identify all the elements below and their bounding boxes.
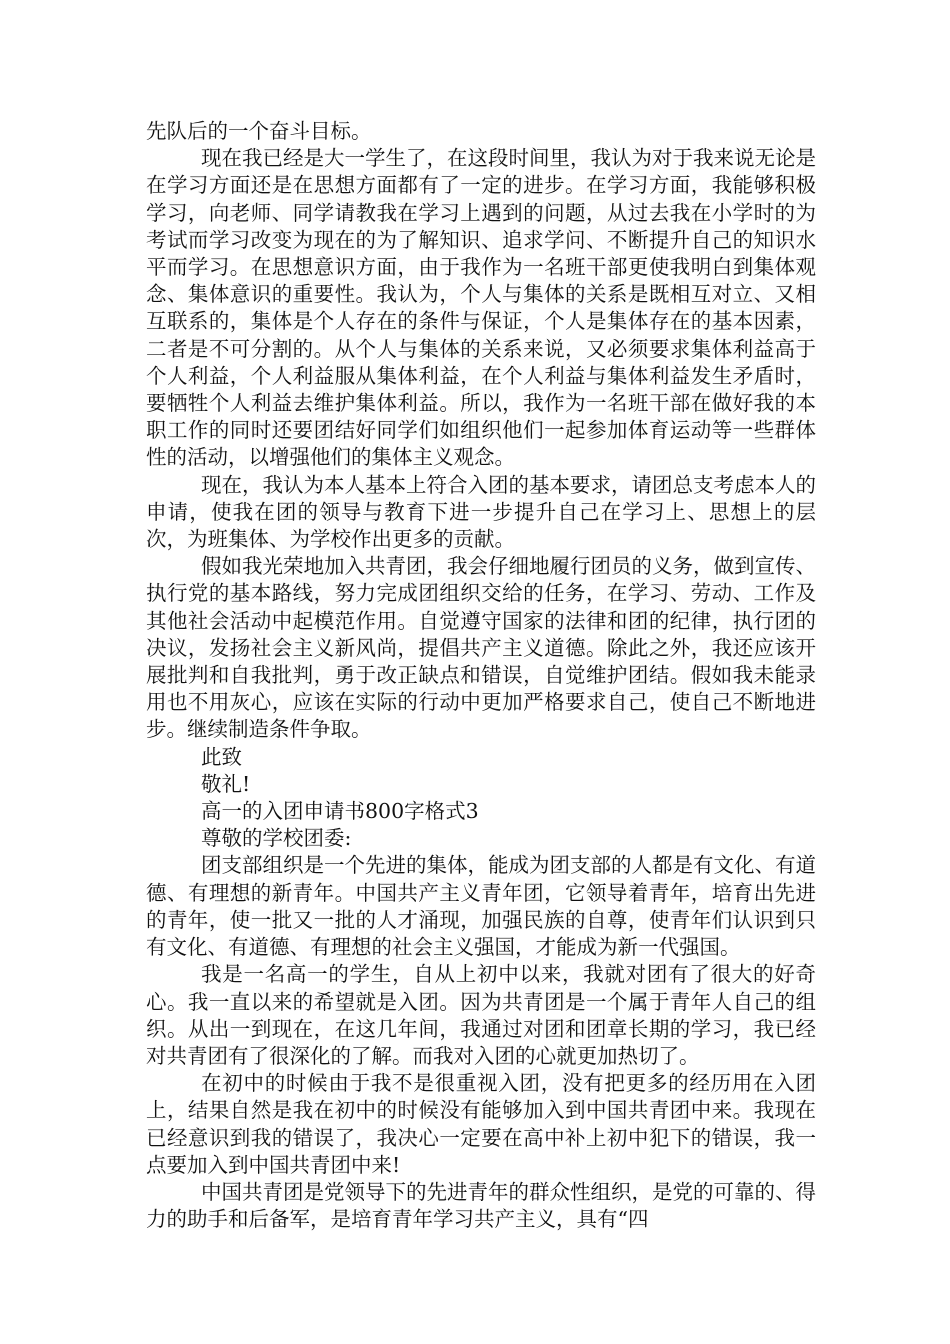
paragraph-league-description: 中国共青团是党领导下的先进青年的群众性组织，是党的可靠的、得力的助手和后备军，是培育青年学习共产主义，具有“四	[146, 1179, 816, 1232]
letter-greeting: 尊敬的学校团委:	[201, 826, 352, 851]
section-heading: 高一的入团申请书800字格式3	[201, 799, 479, 824]
paragraph-progress: 现在我已经是大一学生了，在这段时间里，我认为对于我来说无论是在学习方面还是在思想方面都有了一定的进步。在学习方面，我能够积极学习，向老师、同学请教我在学习上遇到的问题，从过去我在小学时的为考试而学习改变为现在的为了解知识、追求学问、不断提升自己的知识水平而学习。在思想意识方面，由于我作为一名班干部更使我明白到集体观念、集体意识的重要性。我认为，个人与集体的关系是既相互对立、又相互联系的，集体是个人存在的条件与保证，个人是集体存在的基本因素，二者是不可分割的。从个人与集体的关系来说，又必须要求集体利益高于个人利益，个人利益服从集体利益，在个人利益与集体利益发生矛盾时，要牺牲个人利益去维护集体利益。所以，我作为一名班干部在做好我的本职工作的同时还要团结好同学们如组织他们一起参加体育运动等一些群体性的活动，以增强他们的集体主义观念。	[146, 146, 816, 470]
document-page	[146, 118, 816, 1233]
closing-regards: 敬礼!	[201, 771, 251, 796]
closing-salutation: 此致	[201, 744, 242, 769]
paragraph-request: 现在，我认为本人基本上符合入团的基本要求，请团总支考虑本人的申请，使我在团的领导与教育下进一步提升自己在学习上、思想上的层次，为班集体、为学校作出更多的贡献。	[146, 472, 816, 552]
paragraph-regret: 在初中的时候由于我不是很重视入团，没有把更多的经历用在入团上，结果自然是我在初中的时候没有能够加入到中国共青团中来。我现在已经意识到我的错误了，我决心一定要在高中补上初中犯下的错误，我一点要加入到中国共青团中来!	[146, 1071, 816, 1177]
paragraph-intro: 团支部组织是一个先进的集体，能成为团支部的人都是有文化、有道德、有理想的新青年。中国共产主义青年团，它领导着青年，培育出先进的青年，使一批又一批的人才涌现，加强民族的自尊，使青年们认识到只有文化、有道德、有理想的社会主义强国，才能成为新一代强国。	[146, 853, 816, 960]
paragraph-continuation: 先队后的一个奋斗目标。	[146, 119, 372, 143]
paragraph-motivation: 我是一名高一的学生，自从上初中以来，我就对团有了很大的好奇心。我一直以来的希望就是入团。因为共青团是一个属于青年人自己的组织。从出一到现在，在这几年间，我通过对团和团章长期的学习，我已经对共青团有了很深化的了解。而我对入团的心就更加热切了。	[146, 962, 816, 1068]
paragraph-pledge: 假如我光荣地加入共青团，我会仔细地履行团员的义务，做到宣传、执行党的基本路线，努力完成团组织交给的任务，在学习、劳动、工作及其他社会活动中起模范作用。自觉遵守国家的法律和团的纪律，执行团的决议，发扬社会主义新风尚，提倡共产主义道德。除此之外，我还应该开展批判和自我批判，勇于改正缺点和错误，自觉维护团结。假如我未能录用也不用灰心，应该在实际的行动中更加严格要求自己，使自己不断地进步。继续制造条件争取。	[146, 554, 816, 742]
